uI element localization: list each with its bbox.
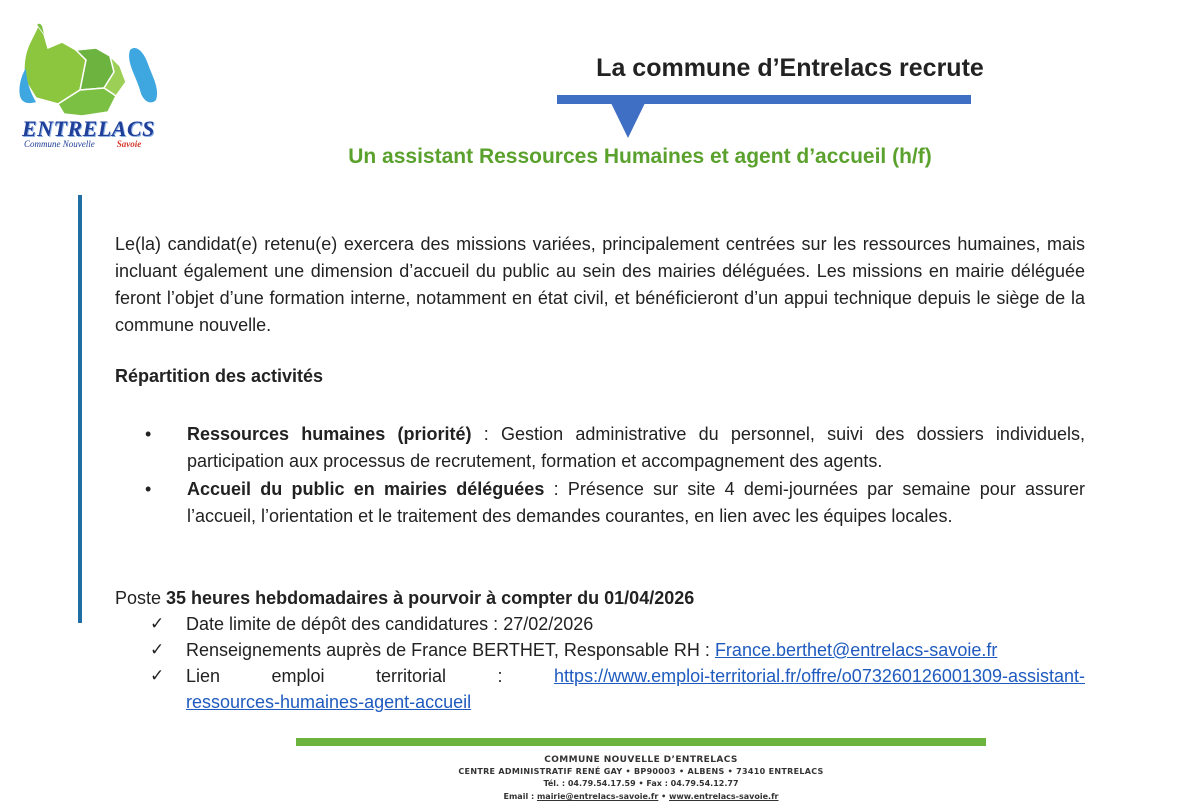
footer-address: CENTRE ADMINISTRATIF RENÉ GAY • BP90003 • ALBENS • 73410 ENTRELACS xyxy=(458,767,824,776)
checkmark-icon: ✓ xyxy=(150,666,165,685)
job-link-label: Lien emploi territorial : xyxy=(186,666,503,686)
activities-title: Répartition des activités xyxy=(115,366,324,386)
footer-org: COMMUNE NOUVELLE D’ENTRELACS xyxy=(544,755,738,765)
position-hours: 35 heures hebdomadaires à pourvoir à compter du 01/04/2026 xyxy=(166,588,695,608)
activity-text: : Gestion administrative du personnel, suivi des dossiers individuels, participation aux processus de recrutement, formation et accompagnement des agents. xyxy=(187,424,1085,471)
footer-phone: Tél. : 04.79.54.17.59 • Fax : 04.79.54.12.77 xyxy=(543,779,739,788)
footer-email-label: Email : xyxy=(503,792,537,801)
checkmark-icon: ✓ xyxy=(150,614,165,633)
entrelacs-logo xyxy=(18,20,170,150)
footer-email-link[interactable]: mairie@entrelacs-savoie.fr xyxy=(536,792,659,801)
contact-text: Renseignements auprès de France BERTHET, Responsable RH : xyxy=(186,640,715,660)
intro-paragraph: Le(la) candidat(e) retenu(e) exercera des missions variées, principalement centrées sur les ressources humaines, mais incluant également une dimension d’accueil du public au sein des mairies déléguées. Les missions en mairie déléguée feront l’objet d’une formation interne, notamment en état civil, et bénéficieront d’un appui technique depuis le siège de la commune nouvelle. xyxy=(115,234,1085,335)
header-bar-line xyxy=(557,95,971,104)
logo-subtitle xyxy=(24,139,141,149)
footer-bar xyxy=(296,738,986,746)
job-link-part1[interactable]: https://www.emploi-territorial.fr/offre/o073260126001309-assistant- xyxy=(554,666,1085,686)
left-accent-bar xyxy=(78,195,82,623)
contact-email-link[interactable]: France.berthet@entrelacs-savoie.fr xyxy=(714,640,998,660)
logo-name: ENTRELACS xyxy=(22,116,155,141)
position-prefix: Poste xyxy=(115,588,167,608)
bullet-icon: • xyxy=(145,479,152,499)
page-title: La commune d’Entrelacs recrute xyxy=(596,54,984,82)
list-item xyxy=(115,637,1085,663)
logo-region: Savoie xyxy=(116,139,142,149)
header-arrow-bar xyxy=(557,95,971,141)
details-list xyxy=(115,611,1085,715)
activity-label: Ressources humaines (priorité) xyxy=(187,424,472,444)
footer-separator: • xyxy=(658,792,670,801)
footer-website-link[interactable]: www.entrelacs-savoie.fr xyxy=(669,792,779,801)
list-item xyxy=(115,476,1085,530)
bullet-icon: • xyxy=(145,424,152,444)
position-summary xyxy=(115,585,694,611)
footer xyxy=(296,754,986,803)
logo-map-icon xyxy=(18,20,170,120)
deadline-text: Date limite de dépôt des candidatures : 27/02/2026 xyxy=(186,614,594,634)
header-bar-pointer xyxy=(611,103,645,138)
job-link-line xyxy=(186,663,1085,689)
list-item xyxy=(115,421,1085,475)
footer-contact xyxy=(296,790,986,803)
logo-subtitle-text: Commune Nouvelle xyxy=(24,139,95,149)
activities-list xyxy=(115,421,1085,531)
job-link-part2[interactable]: ressources-humaines-agent-accueil xyxy=(186,692,472,712)
list-item xyxy=(115,611,1085,637)
job-title: Un assistant Ressources Humaines et agent d’accueil (h/f) xyxy=(348,145,932,168)
checkmark-icon: ✓ xyxy=(150,640,165,659)
list-item xyxy=(115,663,1085,715)
activity-text: : Présence sur site 4 demi-journées par semaine pour assurer l’accueil, l’orientation et le traitement des demandes courantes, en lien avec les équipes locales. xyxy=(187,479,1085,526)
activity-label: Accueil du public en mairies déléguées xyxy=(187,479,545,499)
